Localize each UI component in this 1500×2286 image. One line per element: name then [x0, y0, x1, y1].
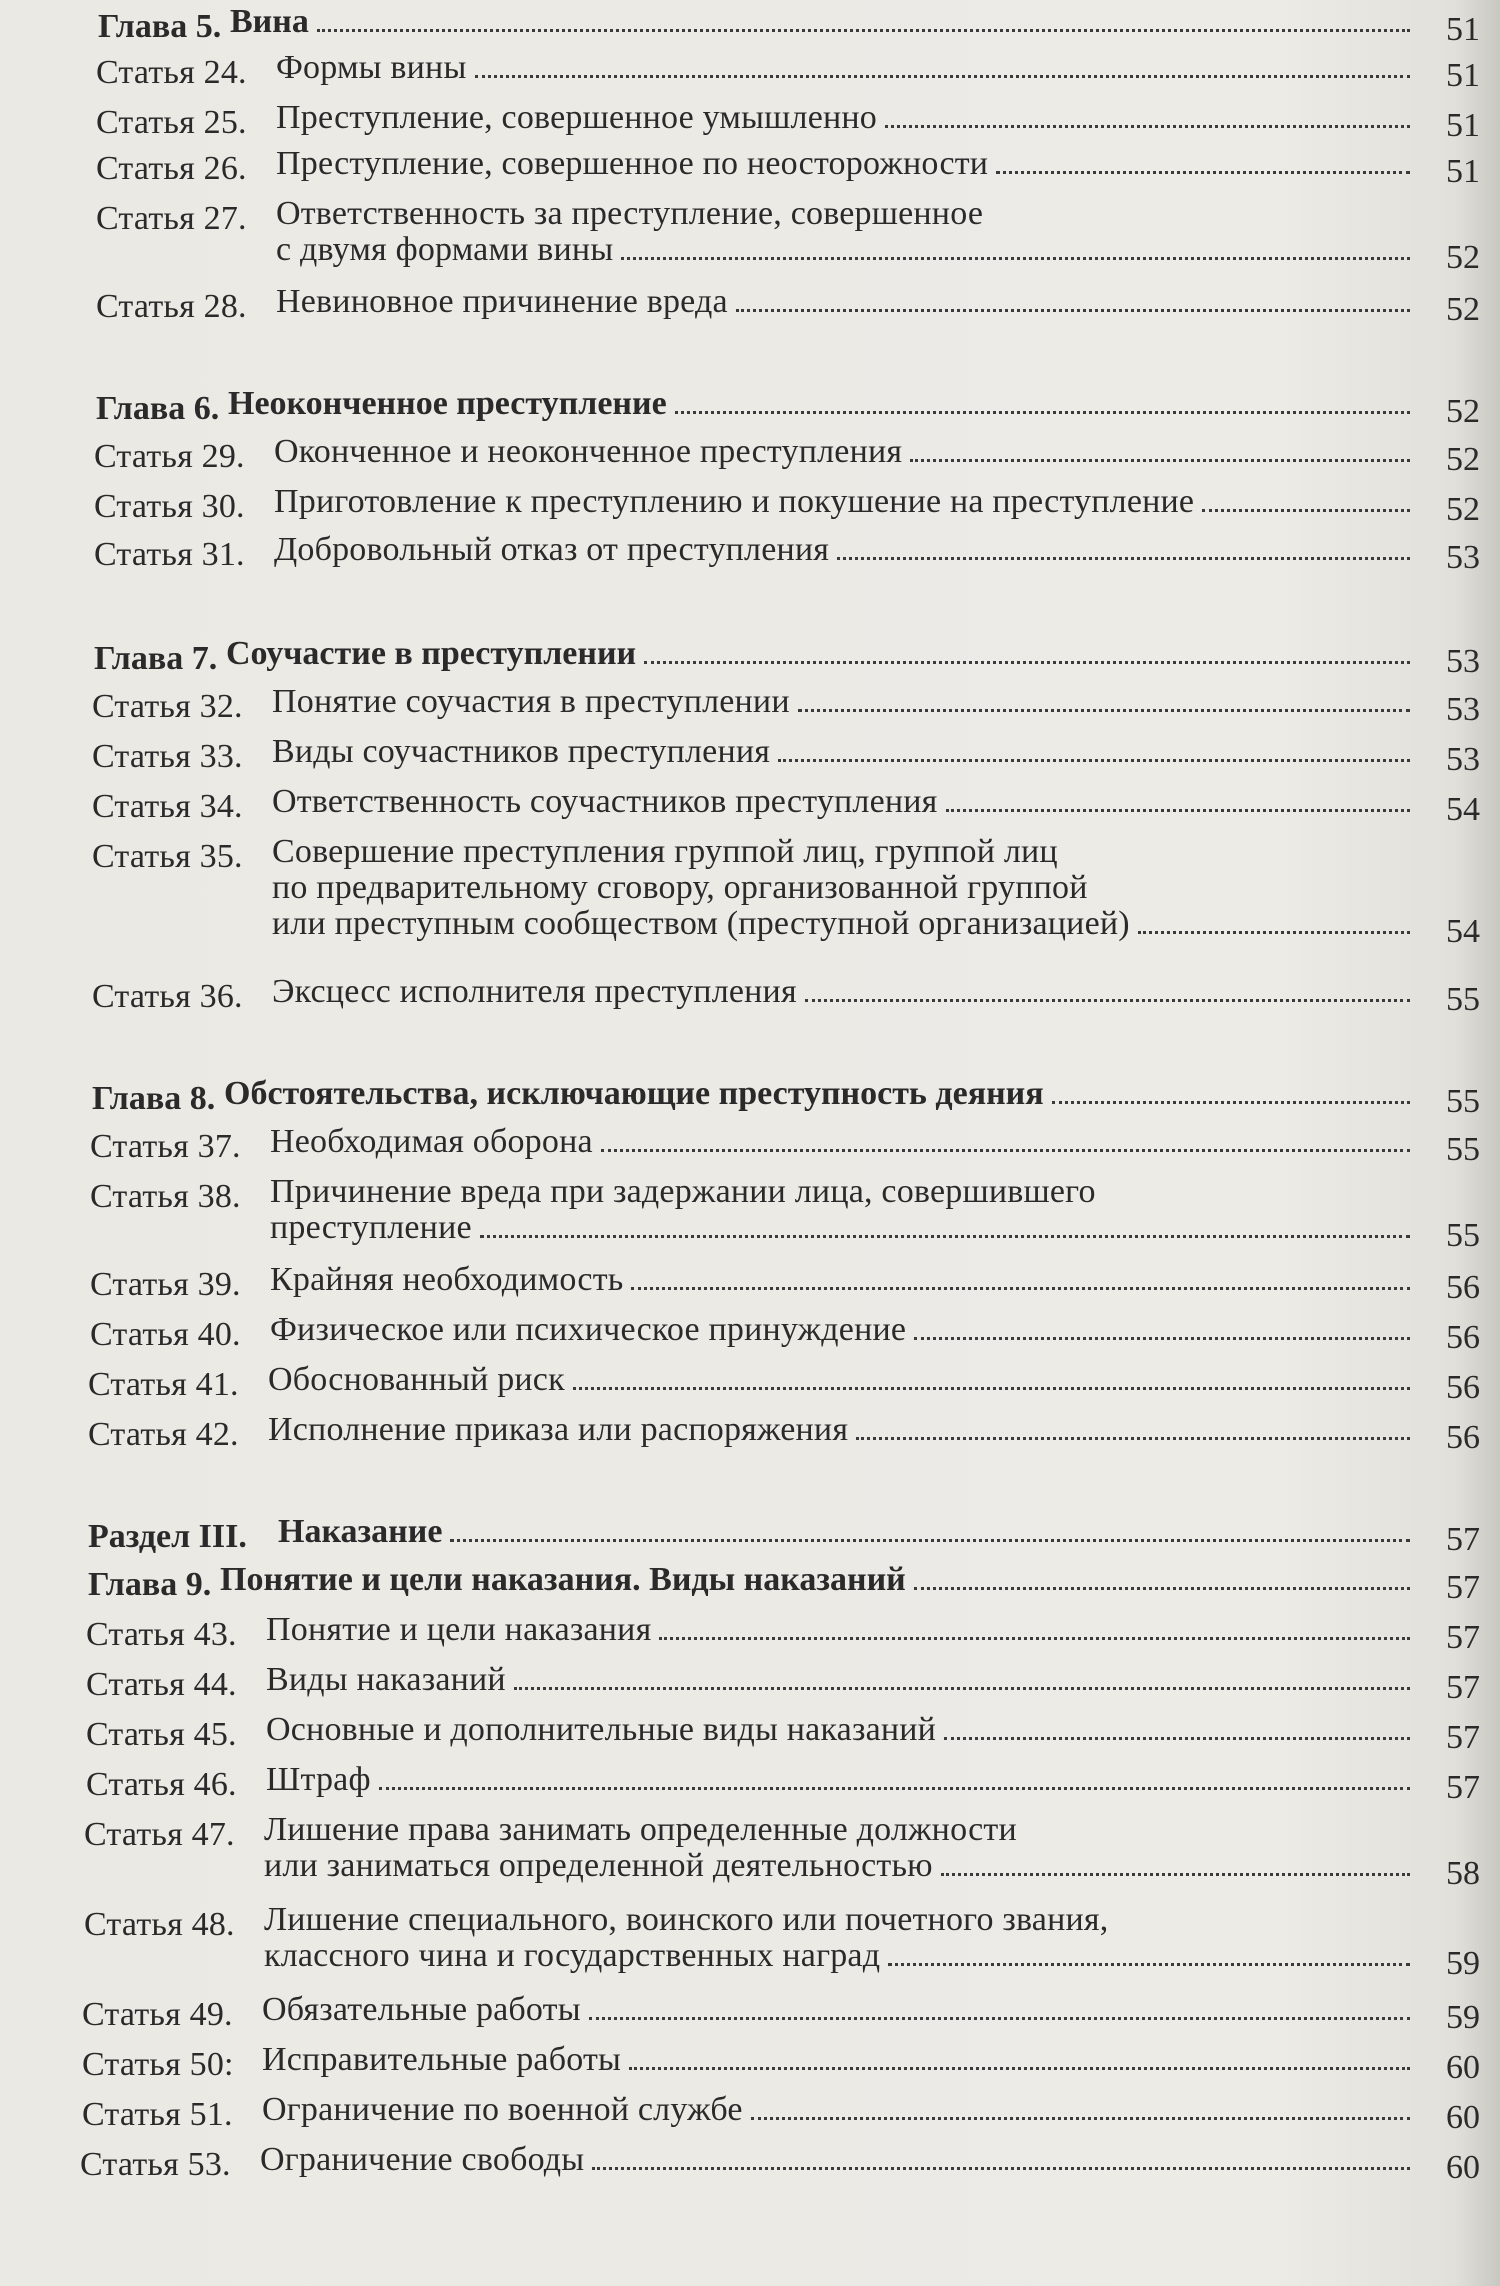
toc-article-entry[interactable]	[84, 1812, 1420, 1894]
entry-title	[274, 532, 1420, 568]
entry-title	[272, 684, 1420, 720]
toc-article-entry[interactable]	[92, 734, 1420, 780]
toc-article-entry[interactable]	[90, 1312, 1420, 1358]
toc-article-entry[interactable]	[90, 1262, 1420, 1308]
article-number: Статья 34.	[92, 788, 243, 825]
toc-article-entry[interactable]	[90, 1174, 1420, 1256]
entry-title	[272, 784, 1420, 820]
article-number: Статья 38.	[90, 1178, 241, 1215]
article-number: Статья 43.	[86, 1616, 237, 1653]
toc-article-entry[interactable]	[94, 434, 1420, 480]
entry-title	[268, 1412, 1420, 1448]
page-number: 51	[1446, 57, 1480, 94]
entry-title	[274, 434, 1420, 470]
entry-title	[270, 1262, 1420, 1298]
dot-leader	[601, 1148, 1410, 1152]
toc-article-entry[interactable]	[96, 146, 1420, 192]
entry-title-line: Понятие и цели наказания. Виды наказаний	[220, 1561, 906, 1598]
entry-title-line: Приготовление к преступлению и покушение на преступление	[274, 483, 1195, 520]
article-number: Статья 49.	[82, 1996, 233, 2033]
entry-title	[274, 484, 1420, 520]
entry-title-line: Обоснованный риск	[268, 1361, 565, 1398]
entry-title	[276, 50, 1420, 86]
entry-title	[268, 1362, 1420, 1398]
toc-article-entry[interactable]	[92, 834, 1420, 952]
dot-leader	[798, 708, 1410, 712]
page-number: 52	[1446, 491, 1480, 528]
dot-leader	[914, 1586, 1410, 1590]
article-number: Статья 30.	[94, 488, 245, 525]
page-number: 53	[1446, 691, 1480, 728]
article-number: Статья 41.	[88, 1366, 239, 1403]
toc-article-entry[interactable]	[88, 1362, 1420, 1408]
toc-article-entry[interactable]	[96, 50, 1420, 96]
dot-leader	[573, 1386, 1410, 1390]
entry-title-line: Основные и дополнительные виды наказаний	[266, 1711, 937, 1748]
dot-leader	[888, 1962, 1410, 1966]
page-number: 56	[1446, 1419, 1480, 1456]
article-number: Статья 36.	[92, 978, 243, 1015]
entry-title	[230, 4, 1420, 40]
page-number: 56	[1446, 1269, 1480, 1306]
toc-chapter-entry[interactable]	[96, 386, 1420, 432]
toc-article-entry[interactable]	[86, 1762, 1420, 1808]
page-number: 51	[1446, 107, 1480, 144]
entry-title-line: Совершение преступления группой лиц, группой лиц	[272, 833, 1058, 870]
article-number: Статья 45.	[86, 1716, 237, 1753]
entry-title-line: Неоконченное преступление	[228, 385, 667, 422]
dot-leader	[805, 998, 1410, 1002]
chapter-number: Глава 6.	[96, 390, 220, 427]
entry-title	[270, 1124, 1420, 1160]
toc-article-entry[interactable]	[96, 100, 1420, 146]
chapter-number: Глава 9.	[88, 1566, 212, 1603]
page-number: 56	[1446, 1319, 1480, 1356]
page-number: 56	[1446, 1369, 1480, 1406]
dot-leader	[1202, 508, 1410, 512]
dot-leader	[589, 2016, 1410, 2020]
entry-title-line: Необходимая оборона	[270, 1123, 593, 1160]
toc-article-entry[interactable]	[82, 1992, 1420, 2038]
article-number: Статья 40.	[90, 1316, 241, 1353]
page-number: 52	[1446, 239, 1480, 276]
toc-article-entry[interactable]	[84, 1902, 1420, 1984]
toc-article-entry[interactable]	[82, 2092, 1420, 2138]
chapter-number: Глава 7.	[94, 640, 218, 677]
dot-leader	[1138, 930, 1410, 934]
page-number: 57	[1446, 1619, 1480, 1656]
entry-title	[262, 1992, 1420, 2028]
entry-title-line: Ограничение по военной службе	[262, 2091, 743, 2128]
dot-leader	[475, 74, 1411, 78]
entry-title-line: Обстоятельства, исключающие преступность деяния	[224, 1075, 1044, 1112]
page-number: 51	[1446, 11, 1480, 48]
entry-title	[270, 1312, 1420, 1348]
page-number: 57	[1446, 1521, 1480, 1558]
article-number: Статья 29.	[94, 438, 245, 475]
entry-title	[272, 974, 1420, 1010]
page-number: 52	[1446, 393, 1480, 430]
entry-title-line: Причинение вреда при задержании лица, совершившего	[270, 1173, 1096, 1210]
entry-title-line: преступление	[270, 1209, 472, 1246]
page-number: 57	[1446, 1669, 1480, 1706]
article-number: Статья 37.	[90, 1128, 241, 1165]
page-number: 60	[1446, 2149, 1480, 2186]
entry-title-line: Понятие соучастия в преступлении	[272, 683, 790, 720]
page-number: 53	[1446, 643, 1480, 680]
toc-chapter-entry[interactable]	[98, 4, 1420, 50]
article-number: Статья 47.	[84, 1816, 235, 1853]
page-number: 57	[1446, 1719, 1480, 1756]
entry-title-line: Исполнение приказа или распоряжения	[268, 1411, 849, 1448]
entry-title-line: Формы вины	[276, 49, 467, 86]
entry-title	[224, 1076, 1420, 1112]
dot-leader	[751, 2116, 1410, 2120]
dot-leader	[910, 458, 1410, 462]
entry-title-line: Невиновное причинение вреда	[276, 283, 728, 320]
toc-chapter-entry[interactable]	[88, 1514, 1420, 1560]
dot-leader	[514, 1686, 1410, 1690]
chapter-number: Глава 8.	[92, 1080, 216, 1117]
entry-title-line: Добровольный отказ от преступления	[274, 531, 830, 568]
article-number: Статья 28.	[96, 288, 247, 325]
article-number: Статья 48.	[84, 1906, 235, 1943]
entry-title	[276, 100, 1420, 136]
entry-title-line: Штраф	[266, 1761, 371, 1798]
entry-title-line: Соучастие в преступлении	[226, 635, 637, 672]
dot-leader	[944, 1736, 1410, 1740]
page-number: 53	[1446, 741, 1480, 778]
entry-title-line: Обязательные работы	[262, 1991, 581, 2028]
page-number: 57	[1446, 1569, 1480, 1606]
page-number: 54	[1446, 913, 1480, 950]
entry-title	[226, 636, 1420, 672]
entry-title-line: Ограничение свободы	[260, 2141, 585, 2178]
entry-title	[266, 1712, 1420, 1748]
dot-leader	[1052, 1100, 1410, 1104]
entry-title-line: или преступным сообществом (преступной организацией)	[272, 905, 1130, 942]
dot-leader	[480, 1234, 1410, 1238]
entry-title-line: Ответственность за преступление, совершенное	[276, 195, 984, 232]
article-number: Статья 50:	[82, 2046, 234, 2083]
dot-leader	[592, 2166, 1410, 2170]
toc-chapter-entry[interactable]	[92, 1076, 1420, 1122]
article-number: Статья 26.	[96, 150, 247, 187]
article-number: Статья 25.	[96, 104, 247, 141]
page-number: 55	[1446, 1217, 1480, 1254]
entry-title	[276, 146, 1420, 182]
entry-title	[266, 1612, 1420, 1648]
dot-leader	[379, 1786, 1410, 1790]
toc-article-entry[interactable]	[86, 1662, 1420, 1708]
entry-title-line: Преступление, совершенное умышленно	[276, 99, 877, 136]
entry-title	[260, 2142, 1420, 2178]
entry-title-line: с двумя формами вины	[276, 231, 614, 268]
entry-title-line: Исправительные работы	[262, 2041, 622, 2078]
page-number: 59	[1446, 1945, 1480, 1982]
page-number: 55	[1446, 1083, 1480, 1120]
dot-leader	[856, 1436, 1410, 1440]
article-number: Статья 39.	[90, 1266, 241, 1303]
toc-article-entry[interactable]	[86, 1712, 1420, 1758]
entry-title	[264, 1812, 1420, 1884]
page-number: 55	[1446, 981, 1480, 1018]
page-number: 52	[1446, 291, 1480, 328]
page-number: 52	[1446, 441, 1480, 478]
article-number: Статья 42.	[88, 1416, 239, 1453]
entry-title-line: Лишение специального, воинского или почетного звания,	[264, 1901, 1109, 1938]
entry-title-line: Понятие и цели наказания	[266, 1611, 652, 1648]
entry-title-line: Виды наказаний	[266, 1661, 506, 1698]
dot-leader	[450, 1538, 1410, 1542]
dot-leader	[778, 758, 1410, 762]
article-number: Статья 27.	[96, 200, 247, 237]
entry-title	[272, 734, 1420, 770]
entry-title-line: Ответственность соучастников преступления	[272, 783, 938, 820]
entry-title	[276, 196, 1420, 268]
toc-article-entry[interactable]	[92, 974, 1420, 1020]
chapter-number: Раздел III.	[88, 1518, 247, 1555]
entry-title	[272, 834, 1420, 942]
article-number: Статья 53.	[80, 2146, 231, 2183]
entry-title	[262, 2092, 1420, 2128]
entry-title	[278, 1514, 1420, 1550]
article-number: Статья 32.	[92, 688, 243, 725]
toc-article-entry[interactable]	[80, 2142, 1420, 2188]
page-number: 57	[1446, 1769, 1480, 1806]
entry-title	[220, 1562, 1420, 1598]
page-number: 58	[1446, 1855, 1480, 1892]
entry-title	[270, 1174, 1420, 1246]
toc-article-entry[interactable]	[92, 684, 1420, 730]
entry-title-line: Физическое или психическое принуждение	[270, 1311, 907, 1348]
toc-article-entry[interactable]	[94, 484, 1420, 530]
entry-title-line: по предварительному сговору, организованной группой	[272, 869, 1088, 906]
page-number: 54	[1446, 791, 1480, 828]
chapter-number: Глава 5.	[98, 8, 222, 45]
article-number: Статья 31.	[94, 536, 245, 573]
dot-leader	[914, 1336, 1410, 1340]
entry-title-line: Преступление, совершенное по неосторожности	[276, 145, 989, 182]
dot-leader	[631, 1286, 1410, 1290]
entry-title	[276, 284, 1420, 320]
dot-leader	[736, 308, 1410, 312]
entry-title	[262, 2042, 1420, 2078]
entry-title-line: Крайняя необходимость	[270, 1261, 624, 1298]
dot-leader	[996, 170, 1410, 174]
article-number: Статья 24.	[96, 54, 247, 91]
dot-leader	[675, 410, 1410, 414]
dot-leader	[644, 660, 1410, 664]
entry-title	[264, 1902, 1420, 1974]
toc-article-entry[interactable]	[88, 1412, 1420, 1458]
toc-article-entry[interactable]	[86, 1612, 1420, 1658]
entry-title-line: Эксцесс исполнителя преступления	[272, 973, 797, 1010]
dot-leader	[621, 256, 1410, 260]
dot-leader	[317, 28, 1410, 32]
entry-title	[266, 1662, 1420, 1698]
entry-title-line: классного чина и государственных наград	[264, 1937, 881, 1974]
page-number: 53	[1446, 539, 1480, 576]
toc-article-entry[interactable]	[96, 196, 1420, 278]
toc-article-entry[interactable]	[96, 284, 1420, 330]
entry-title	[266, 1762, 1420, 1798]
toc-article-entry[interactable]	[94, 532, 1420, 578]
entry-title-line: Вина	[230, 3, 309, 40]
dot-leader	[885, 124, 1410, 128]
entry-title	[228, 386, 1420, 422]
article-number: Статья 35.	[92, 838, 243, 875]
toc-article-entry[interactable]	[90, 1124, 1420, 1170]
toc-chapter-entry[interactable]	[94, 636, 1420, 682]
toc-article-entry[interactable]	[92, 784, 1420, 830]
page-number: 51	[1446, 153, 1480, 190]
article-number: Статья 33.	[92, 738, 243, 775]
toc-chapter-entry[interactable]	[88, 1562, 1420, 1608]
entry-title-line: или заниматься определенной деятельностью	[264, 1847, 933, 1884]
entry-title-line: Оконченное и неоконченное преступления	[274, 433, 903, 470]
article-number: Статья 46.	[86, 1766, 237, 1803]
page-number: 60	[1446, 2049, 1480, 2086]
toc-article-entry[interactable]	[82, 2042, 1420, 2088]
entry-title-line: Лишение права занимать определенные должности	[264, 1811, 1017, 1848]
dot-leader	[629, 2066, 1410, 2070]
dot-leader	[946, 808, 1410, 812]
article-number: Статья 51.	[82, 2096, 233, 2133]
article-number: Статья 44.	[86, 1666, 237, 1703]
page-number: 60	[1446, 2099, 1480, 2136]
page-number: 55	[1446, 1131, 1480, 1168]
page-number: 59	[1446, 1999, 1480, 2036]
dot-leader	[659, 1636, 1410, 1640]
dot-leader	[941, 1872, 1410, 1876]
entry-title-line: Наказание	[278, 1513, 443, 1550]
entry-title-line: Виды соучастников преступления	[272, 733, 771, 770]
dot-leader	[837, 556, 1410, 560]
